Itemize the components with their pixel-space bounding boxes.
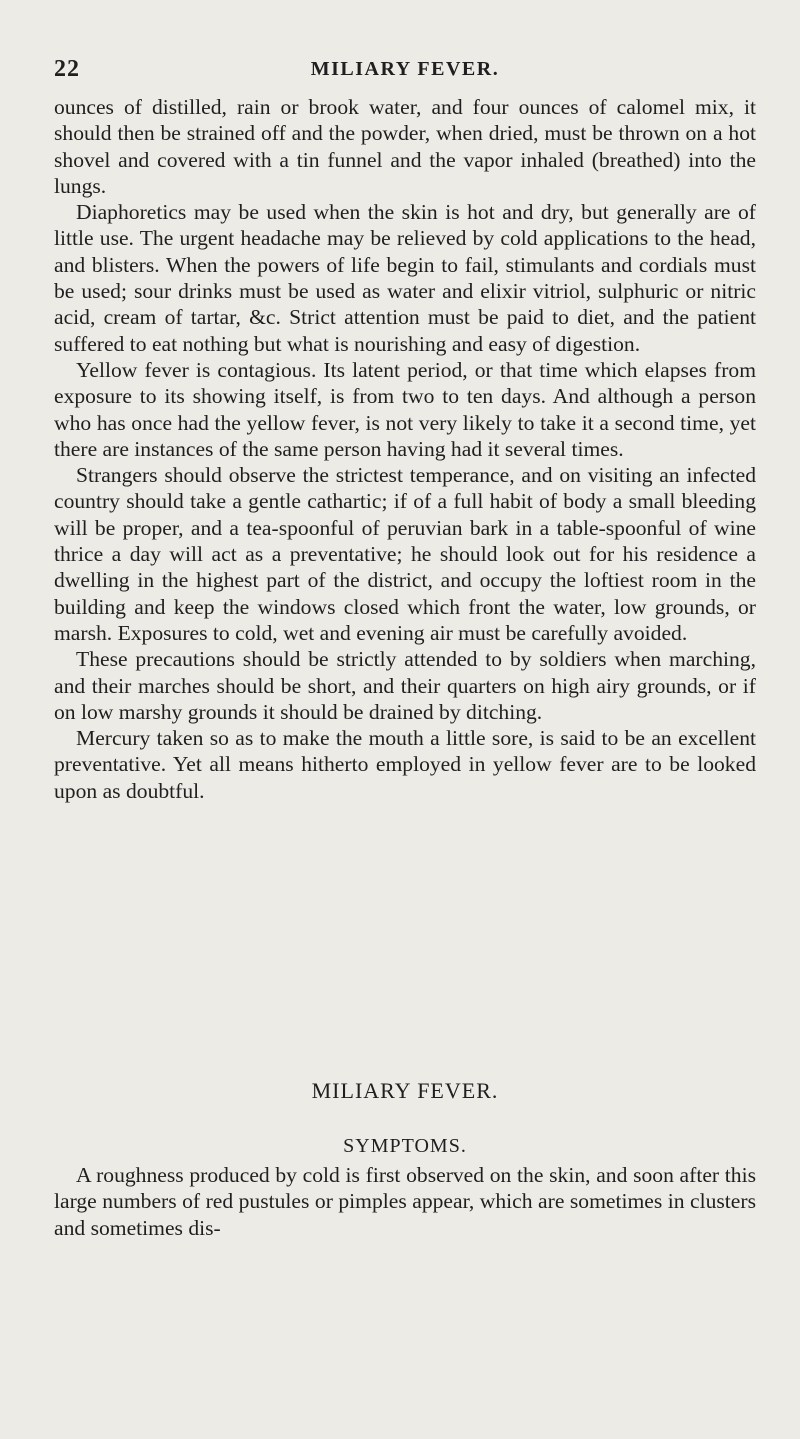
- page-number: 22: [54, 56, 80, 82]
- paragraph-mercury: Mercury taken so as to make the mouth a little sore, is said to be an excellent preventative. Yet all means hitherto employed in yellow fever are to be looked upon as doubtful.: [54, 726, 756, 803]
- paragraph-contagion: Yellow fever is contagious. Its latent period, or that time which elapses from exposure to its showing itself, is from two to ten days. And although a person who has once had the yellow fever, is not very likely to take it a second time, yet there are instances of the same person having had it several times.: [54, 357, 756, 461]
- running-title: MILIARY FEVER.: [310, 58, 500, 80]
- paragraph-strangers: Strangers should observe the strictest temperance, and on visiting an infected country should take a gentle cathartic; if of a full habit of body a small bleeding will be proper, and a tea-spoonful of peruvian bark in a table-spoonful of wine thrice a day will act as a preventative; he should look out for his residence a dwelling in the highest part of the district, and occupy the loftiest room in the building and keep the windows closed which front the water, low grounds, or marsh. Exposures to cold, wet and evening air must be carefully avoided.: [54, 463, 756, 645]
- body-text: [54, 94, 756, 804]
- paragraph-symptoms: A roughness produced by cold is first observed on the skin, and soon after this large numbers of red pustules or pimples appear, which are sometimes in clusters and sometimes dis-: [54, 1163, 756, 1240]
- section-heading: MILIARY FEVER.: [311, 1078, 499, 1103]
- paragraph-continued: ounces of distilled, rain or brook water, and four ounces of calomel mix, it should then be strained off and the powder, when dried, must be thrown on a hot shovel and covered with a tin funnel and the vapor inhaled (breathed) into the lungs.: [54, 95, 756, 198]
- section-text: [54, 1162, 756, 1241]
- running-head: [54, 56, 756, 86]
- paragraph-diaphoretics: Diaphoretics may be used when the skin is hot and dry, but generally are of little use. The urgent headache may be relieved by cold applications to the head, and blisters. When the powers of life begin to fail, stimulants and cordials must be used; sour drinks must be used as water and elixir vitriol, sulphuric or nitric acid, cream of tartar, &c. Strict attention must be paid to diet, and the patient suffered to eat nothing but what is nourishing and easy of digestion.: [54, 200, 756, 356]
- paragraph-soldiers: These precautions should be strictly attended to by soldiers when marching, and their marches should be short, and their quarters on high airy grounds, or if on low marshy grounds it should be drained by ditching.: [54, 647, 756, 724]
- section-subheading: SYMPTOMS.: [343, 1135, 467, 1157]
